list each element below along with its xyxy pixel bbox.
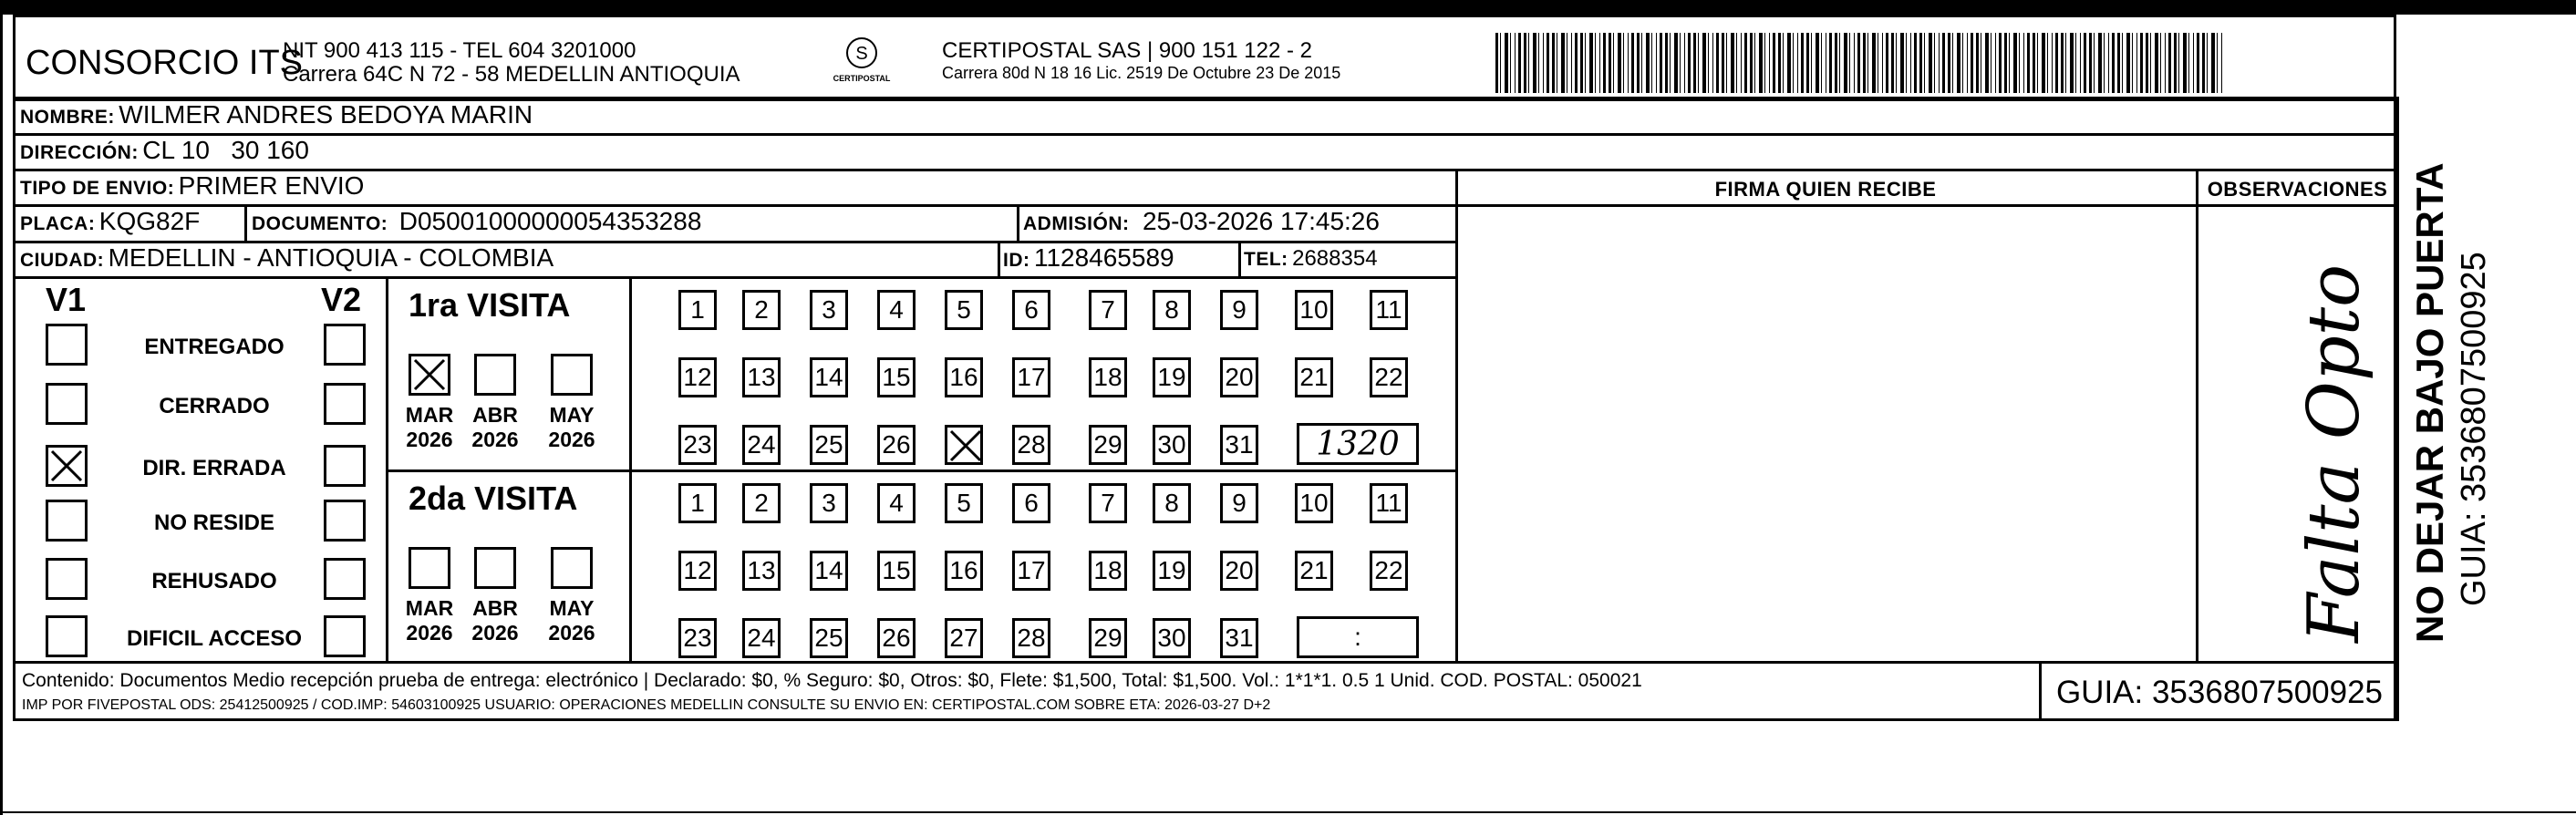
v1-header: V1 bbox=[46, 281, 87, 318]
ciudad-label: CIUDAD: bbox=[20, 250, 105, 271]
status-label: REHUSADO bbox=[151, 569, 277, 593]
day-box[interactable]: 16 bbox=[945, 551, 983, 591]
admision-label: ADMISIÓN: bbox=[1023, 213, 1130, 234]
day-box[interactable]: 7 bbox=[1089, 483, 1127, 523]
status-v1-checkbox[interactable] bbox=[46, 500, 88, 542]
day-box[interactable]: 6 bbox=[1012, 483, 1050, 523]
day-box[interactable]: 3 bbox=[810, 483, 848, 523]
day-box[interactable]: 5 bbox=[945, 290, 983, 330]
day-box[interactable]: 25 bbox=[810, 618, 848, 658]
day-box[interactable]: 10 bbox=[1295, 483, 1333, 523]
logo-text: CERTIPOSTAL bbox=[833, 74, 891, 83]
status-v1-checkbox[interactable] bbox=[46, 383, 88, 425]
tipo-row bbox=[20, 171, 364, 201]
month-label bbox=[471, 403, 520, 452]
status-v2-checkbox[interactable] bbox=[324, 500, 366, 542]
month-year: 2026 bbox=[471, 428, 519, 451]
day-box[interactable]: 21 bbox=[1295, 357, 1333, 397]
month-label bbox=[471, 596, 520, 645]
barcode bbox=[1495, 33, 2225, 93]
day-box[interactable]: 4 bbox=[877, 483, 916, 523]
status-v2-checkbox[interactable] bbox=[324, 383, 366, 425]
placa-value: KQG82F bbox=[98, 207, 201, 235]
status-label: DIFICIL ACCESO bbox=[126, 626, 302, 651]
admision-row bbox=[1023, 207, 1380, 236]
placa-label: PLACA: bbox=[20, 213, 96, 234]
day-box[interactable]: 12 bbox=[678, 551, 717, 591]
status-label: ENTREGADO bbox=[144, 335, 284, 359]
month-label bbox=[547, 403, 596, 452]
no-dejar-text: NO DEJAR BAJO PUERTA bbox=[2408, 162, 2451, 643]
day-box[interactable]: 14 bbox=[810, 551, 848, 591]
day-box[interactable]: 2 bbox=[742, 483, 781, 523]
svg-text:S: S bbox=[855, 44, 868, 64]
footer-guia: GUIA: 3536807500925 bbox=[2055, 675, 2384, 710]
day-box[interactable]: 18 bbox=[1089, 551, 1127, 591]
day-box[interactable]: 13 bbox=[742, 357, 781, 397]
day-box[interactable]: 10 bbox=[1295, 290, 1333, 330]
check-mark-icon bbox=[48, 448, 85, 484]
status-v2-checkbox[interactable] bbox=[324, 558, 366, 600]
month-checkbox[interactable] bbox=[409, 547, 450, 589]
certipostal-logo-icon bbox=[843, 36, 880, 69]
tel-label: TEL: bbox=[1244, 249, 1288, 270]
firma-label: FIRMA QUIEN RECIBE bbox=[1714, 178, 1937, 201]
day-box[interactable]: 31 bbox=[1220, 425, 1258, 465]
day-box[interactable]: 25 bbox=[810, 425, 848, 465]
tipo-value: PRIMER ENVIO bbox=[178, 171, 365, 200]
month-year: 2026 bbox=[548, 428, 595, 451]
month-label bbox=[547, 596, 596, 645]
direccion-label: DIRECCIÓN: bbox=[20, 142, 139, 163]
certipostal-logo bbox=[821, 36, 903, 91]
day-box[interactable]: 3 bbox=[810, 290, 848, 330]
day-box[interactable]: 21 bbox=[1295, 551, 1333, 591]
day-box[interactable]: 18 bbox=[1089, 357, 1127, 397]
month-name: MAY bbox=[549, 596, 595, 620]
obs-label: OBSERVACIONES bbox=[2207, 178, 2388, 201]
month-checkbox[interactable] bbox=[474, 547, 516, 589]
day-box[interactable]: 2 bbox=[742, 290, 781, 330]
day-box[interactable]: 29 bbox=[1089, 618, 1127, 658]
day-box[interactable]: 11 bbox=[1370, 483, 1408, 523]
status-label: DIR. ERRADA bbox=[142, 456, 286, 480]
day-box[interactable]: 20 bbox=[1220, 551, 1258, 591]
month-year: 2026 bbox=[471, 621, 519, 645]
documento-value: D05001000000054353288 bbox=[398, 207, 702, 235]
day-box[interactable]: 14 bbox=[810, 357, 848, 397]
second-visit-title: 2da VISITA bbox=[409, 480, 578, 517]
month-checkbox[interactable] bbox=[551, 354, 593, 396]
day-box[interactable]: 30 bbox=[1153, 618, 1191, 658]
day-box[interactable]: 13 bbox=[742, 551, 781, 591]
nombre-label: NOMBRE: bbox=[20, 107, 115, 128]
month-checkbox[interactable] bbox=[474, 354, 516, 396]
tipo-label: TIPO DE ENVIO: bbox=[20, 178, 175, 199]
id-label: ID: bbox=[1003, 250, 1030, 271]
month-checkbox[interactable] bbox=[551, 547, 593, 589]
day-box[interactable]: 23 bbox=[678, 425, 717, 465]
month-name: MAY bbox=[549, 403, 595, 427]
status-v2-checkbox[interactable] bbox=[324, 324, 366, 366]
status-v1-checkbox[interactable] bbox=[46, 324, 88, 366]
nit-line: NIT 900 413 115 - TEL 604 3201000 bbox=[283, 38, 636, 63]
day-box[interactable]: 19 bbox=[1153, 357, 1191, 397]
bottom-edge bbox=[0, 811, 2576, 813]
left-edge bbox=[0, 15, 3, 815]
status-v1-checkbox[interactable] bbox=[46, 558, 88, 600]
month-checkbox[interactable] bbox=[409, 354, 450, 396]
placa-row bbox=[20, 207, 200, 236]
day-box[interactable]: 17 bbox=[1012, 551, 1050, 591]
month-year: 2026 bbox=[406, 621, 453, 645]
first-visit-title: 1ra VISITA bbox=[409, 286, 571, 324]
month-name: MAR bbox=[405, 596, 454, 620]
status-label: CERRADO bbox=[159, 394, 270, 418]
day-box[interactable]: 8 bbox=[1153, 483, 1191, 523]
direccion-row bbox=[20, 136, 309, 165]
day-box[interactable] bbox=[945, 425, 983, 465]
day-box[interactable]: 24 bbox=[742, 618, 781, 658]
day-box[interactable]: 28 bbox=[1012, 425, 1050, 465]
day-box[interactable]: 11 bbox=[1370, 290, 1408, 330]
status-v2-checkbox[interactable] bbox=[324, 445, 366, 487]
check-mark-icon bbox=[411, 356, 448, 393]
day-box[interactable]: 26 bbox=[877, 618, 916, 658]
nombre-row bbox=[20, 100, 533, 129]
day-box[interactable]: 31 bbox=[1220, 618, 1258, 658]
id-row bbox=[1003, 243, 1174, 273]
day-box[interactable]: 7 bbox=[1089, 290, 1127, 330]
status-label: NO RESIDE bbox=[153, 511, 275, 535]
month-name: ABR bbox=[472, 596, 518, 620]
day-box[interactable]: 23 bbox=[678, 618, 717, 658]
day-box[interactable]: 22 bbox=[1370, 551, 1408, 591]
ciudad-row bbox=[20, 243, 553, 273]
day-box[interactable]: 4 bbox=[877, 290, 916, 330]
side-guia: GUIA: 3536807500925 bbox=[2455, 252, 2493, 606]
day-box[interactable]: 16 bbox=[945, 357, 983, 397]
month-year: 2026 bbox=[548, 621, 595, 645]
direccion-value: CL 10 30 160 bbox=[142, 136, 309, 164]
check-mark-icon bbox=[947, 428, 984, 464]
documento-label: DOCUMENTO: bbox=[252, 213, 388, 234]
day-box[interactable]: 1 bbox=[678, 483, 717, 523]
day-box[interactable]: 26 bbox=[877, 425, 916, 465]
v2-header: V2 bbox=[321, 281, 362, 318]
day-box[interactable]: 9 bbox=[1220, 483, 1258, 523]
day-box[interactable]: 19 bbox=[1153, 551, 1191, 591]
imp-line: IMP POR FIVEPOSTAL ODS: 25412500925 / COD.IMP: 54603100925 USUARIO: OPERACIONES MEDELLIN CONSULTE SU ENVIO EN: CERTIPOSTAL.COM SOBRE ETA: 2026-03-27 D+2 bbox=[22, 697, 1271, 713]
day-box[interactable]: 12 bbox=[678, 357, 717, 397]
observation-handwriting: Falta Opto bbox=[2293, 263, 2375, 643]
top-border bbox=[0, 0, 2576, 15]
day-box[interactable]: 8 bbox=[1153, 290, 1191, 330]
day-box[interactable]: 22 bbox=[1370, 357, 1408, 397]
admision-value: 25-03-2026 17:45:26 bbox=[1142, 207, 1380, 235]
day-box[interactable]: 15 bbox=[877, 357, 916, 397]
id-value: 1128465589 bbox=[1033, 243, 1174, 272]
ciudad-value: MEDELLIN - ANTIOQUIA - COLOMBIA bbox=[108, 243, 554, 272]
time-box[interactable]: 1320 bbox=[1297, 423, 1419, 465]
month-name: ABR bbox=[472, 403, 518, 427]
contenido-line: Contenido: Documentos Medio recepción prueba de entrega: electrónico | Declarado: $0, % Seguro: $0, Otros: $0, Flete: $1,500, Total: $1,500. Vol.: 1*1*1. 0.5 1 Unid. COD. POSTAL: 050021 bbox=[22, 670, 1642, 691]
day-box[interactable]: 30 bbox=[1153, 425, 1191, 465]
status-v1-checkbox[interactable] bbox=[46, 445, 88, 487]
month-label bbox=[405, 596, 454, 645]
company-name: CONSORCIO ITS bbox=[26, 44, 304, 82]
day-box[interactable]: 5 bbox=[945, 483, 983, 523]
day-box[interactable]: 6 bbox=[1012, 290, 1050, 330]
day-box[interactable]: 17 bbox=[1012, 357, 1050, 397]
day-box[interactable]: 1 bbox=[678, 290, 717, 330]
status-v1-checkbox[interactable] bbox=[46, 615, 88, 657]
day-box[interactable]: 15 bbox=[877, 551, 916, 591]
tel-row bbox=[1244, 246, 1378, 272]
day-box[interactable]: 20 bbox=[1220, 357, 1258, 397]
time-box[interactable]: : bbox=[1297, 616, 1419, 658]
month-label bbox=[405, 403, 454, 452]
documento-row bbox=[252, 207, 701, 236]
month-name: MAR bbox=[405, 403, 454, 427]
status-v2-checkbox[interactable] bbox=[324, 615, 366, 657]
day-box[interactable]: 28 bbox=[1012, 618, 1050, 658]
license-line: Carrera 80d N 18 16 Lic. 2519 De Octubre 23 De 2015 bbox=[942, 64, 1341, 82]
certipostal-line: CERTIPOSTAL SAS | 900 151 122 - 2 bbox=[942, 38, 1312, 63]
address-line: Carrera 64C N 72 - 58 MEDELLIN ANTIOQUIA bbox=[283, 62, 740, 87]
month-year: 2026 bbox=[406, 428, 453, 451]
tel-value: 2688354 bbox=[1292, 246, 1378, 271]
day-box[interactable]: 27 bbox=[945, 618, 983, 658]
day-box[interactable]: 29 bbox=[1089, 425, 1127, 465]
day-box[interactable]: 24 bbox=[742, 425, 781, 465]
day-box[interactable]: 9 bbox=[1220, 290, 1258, 330]
nombre-value: WILMER ANDRES BEDOYA MARIN bbox=[119, 100, 533, 129]
